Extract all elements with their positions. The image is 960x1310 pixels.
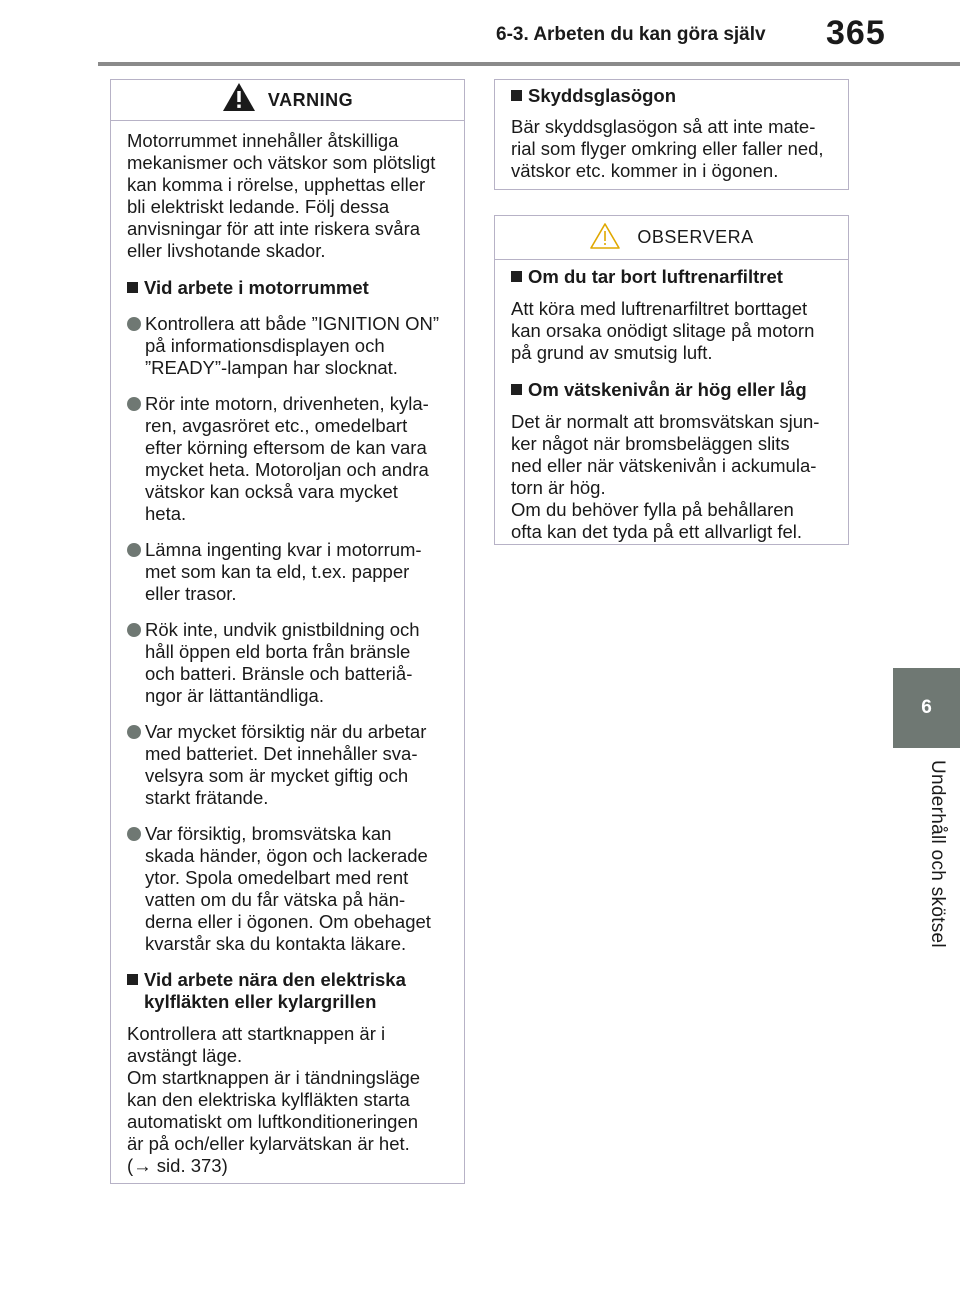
list-item [127,539,448,605]
header-divider [98,62,960,66]
list-item-text: Var mycket försiktig när du arbetar med batteriet. Det innehåller sva- velsyra som är mycket giftig och starkt frätande. [145,721,427,808]
square-bullet-icon [511,384,522,395]
list-item [127,393,448,525]
goggles-body [495,80,848,182]
round-bullet-icon [127,623,141,637]
section-heading [511,266,832,288]
list-item-text: Var försiktig, bromsvätska kan skada händer, ögon och lackerade ytor. Spola omedelbart med rent vatten om du får vätska på hän- derna eller i ögonen. Om obehaget kvarstår ska du kontakta läkare. [145,823,431,954]
list-item [127,823,448,955]
list-item-text: Kontrollera att både ”IGNITION ON” på informationsdisplayen och ”READY”-lampan har slocknat. [145,313,440,378]
section-heading [511,85,832,107]
list-item [127,721,448,809]
section-heading [127,277,448,299]
chapter-tab: 6 [893,668,960,748]
section-text: Kontrollera att startknappen är i avstängt läge. Om startknappen är i tändningsläge kan den elektriska kylfläkten starta automatiskt om luftkonditioneringen är på och/eller kylarvätskan är het. (→ sid. 373) [127,1023,421,1176]
caution-box-header [495,216,848,260]
heading-text: Om vätskenivån är hög eller låg [528,379,807,400]
caution-body [495,260,848,543]
list-item-text: Rök inte, undvik gnistbildning och håll öppen eld borta från bränsle och batteri. Bränsle och batteriå- ngor är lättantändliga. [145,619,420,706]
warning-label: VARNING [267,89,354,110]
section-heading [127,969,448,1013]
round-bullet-icon [127,725,141,739]
round-bullet-icon [127,317,141,331]
list-item-text: Lämna ingenting kvar i motorrum- met som kan ta eld, t.ex. papper eller trasor. [145,539,422,604]
list-item [127,619,448,707]
warning-box-header [111,80,464,121]
list-item [127,313,448,379]
warning-icon [222,82,256,117]
goggles-box [494,79,849,190]
page-number: 365 [826,14,886,52]
square-bullet-icon [511,271,522,282]
warning-body [111,121,464,1177]
heading-text: Vid arbete i motorrummet [144,277,369,298]
square-bullet-icon [127,282,138,293]
section-text: Bär skyddsglasögon så att inte mate- rial som flyger omkring eller faller ned, vätskor etc. kommer in i ögonen. [511,116,824,181]
caution-box [494,215,849,545]
heading-text: Vid arbete nära den elektriska kylfläkten eller kylargrillen [144,969,406,1012]
round-bullet-icon [127,543,141,557]
caution-icon [589,222,621,255]
list-item-text: Rör inte motorn, drivenheten, kyla- ren, avgasröret etc., omedelbart efter körning eftersom de kan vara mycket heta. Motoroljan och andra vätskor kan också vara mycket heta. [145,393,429,524]
section-heading [511,379,832,401]
section-text: Det är normalt att bromsvätskan sjun- ker något när bromsbeläggen slits ned eller när vätskenivån i ackumula- torn är hög. Om du behöver fylla på behållaren ofta kan det tyda på ett allvarligt fel. [511,411,820,542]
heading-text: Om du tar bort luftrenarfiltret [528,266,783,287]
warning-box [110,79,465,1184]
warning-intro: Motorrummet innehåller åtskilliga mekanismer och vätskor som plötsligt kan komma i rörelse, upphettas eller bli elektriskt ledande. Följ dessa anvisningar för att inte riskera svåra eller livshotande skador. [127,130,436,261]
section-title: 6-3. Arbeten du kan göra själv [496,24,766,45]
square-bullet-icon [127,974,138,985]
heading-text: Skyddsglasögon [528,85,677,106]
chapter-title: Underhåll och skötsel [927,760,948,948]
section-text: Att köra med luftrenarfiltret borttaget kan orsaka onödigt slitage på motorn på grund av smutsig luft. [511,298,815,363]
square-bullet-icon [511,90,522,101]
caution-label: OBSERVERA [637,227,754,247]
round-bullet-icon [127,397,141,411]
round-bullet-icon [127,827,141,841]
